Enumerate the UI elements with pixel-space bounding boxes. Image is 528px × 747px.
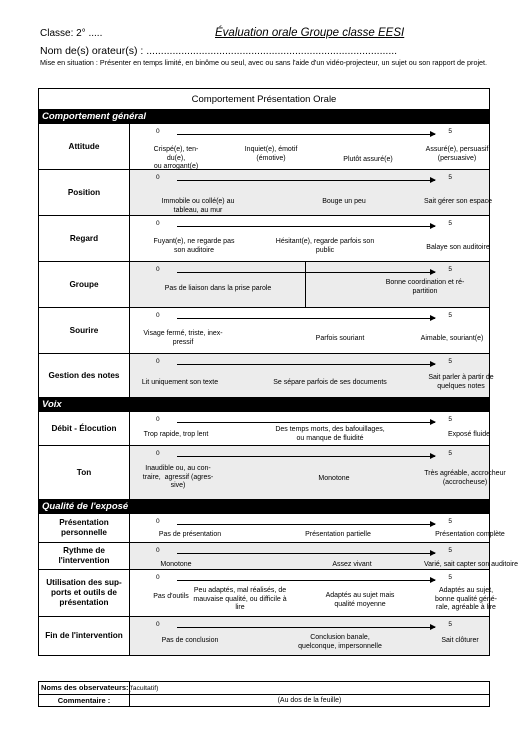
scale-min-label: 0	[156, 266, 160, 273]
criterion-label: Ton	[39, 446, 130, 499]
scale-level-label: Trop rapide, trop lent	[143, 431, 209, 438]
scale-min-label: 0	[156, 358, 160, 365]
scale-level-label: Sait gérer son espace	[423, 198, 493, 205]
scale-level-label: Pas de liaison dans la prise parole	[164, 285, 272, 292]
scale-level-label: Immobile ou collé(e) au tableau, au mur	[161, 198, 235, 214]
scale-level-label: Pas d'outils	[153, 593, 189, 600]
criterion-label: Présentation personnelle	[39, 514, 130, 542]
evaluation-table	[38, 88, 519, 656]
observers-row	[39, 682, 489, 694]
criterion-row	[39, 570, 497, 617]
criterion-label: Gestion des notes	[39, 354, 130, 397]
scale-max-label: 5	[448, 220, 452, 227]
scale-level-label: Crispé(e), ten- du(e), ou arrogant(e)	[153, 146, 199, 171]
scale-min-label: 0	[156, 174, 160, 181]
criterion-label: Sourire	[39, 308, 130, 353]
scale-max-label: 5	[448, 266, 452, 273]
section-header: Comportement général	[39, 110, 489, 124]
criterion-row	[39, 446, 506, 500]
section-header: Qualité de l'exposé	[39, 500, 489, 514]
scale-max-label: 5	[448, 312, 452, 319]
scale-min-label: 0	[156, 450, 160, 457]
orateurs-name-field[interactable]: Nom de(s) orateur(s) : ......................................................................................	[40, 45, 398, 57]
criterion-label: Utilisation des sup- ports et outils de présentation	[39, 570, 130, 616]
scale-arrow-icon	[177, 272, 435, 273]
criterion-label: Position	[39, 170, 130, 215]
criterion-label: Attitude	[39, 124, 130, 169]
criterion-label: Rythme de l'intervention	[39, 543, 130, 569]
scale-level-label: Adaptés au sujet, bonne qualité géné- rale, agréable à lire	[435, 587, 497, 612]
scale-min-label: 0	[156, 547, 160, 554]
scale-level-label: Monotone	[318, 475, 350, 482]
scale-min-label: 0	[156, 128, 160, 135]
scale-arrow-icon	[177, 580, 435, 581]
observers-optional-note: (facultatif)	[128, 685, 159, 692]
criterion-label: Regard	[39, 216, 130, 261]
classe-label: Classe: 2° .....	[40, 28, 103, 39]
rating-scale[interactable]	[130, 412, 489, 445]
scale-min-label: 0	[156, 220, 160, 227]
rating-scale[interactable]	[130, 262, 489, 307]
scale-level-label: Bouge un peu	[322, 198, 366, 205]
scale-arrow-icon	[177, 524, 435, 525]
scale-max-label: 5	[448, 450, 452, 457]
scale-max-label: 5	[448, 547, 452, 554]
observers-label-text: Noms des observateurs:	[41, 683, 129, 692]
scale-level-label: Lit uniquement son texte	[141, 379, 219, 386]
scale-level-label: Assuré(e), persuasif (persuasive)	[425, 146, 489, 162]
scale-level-label: Présentation complète	[435, 531, 505, 538]
scale-min-label: 0	[156, 416, 160, 423]
scale-min-label: 0	[156, 312, 160, 319]
scale-level-label: Se sépare parfois de ses documents	[273, 379, 387, 386]
scale-level-label: Balaye son auditoire	[426, 244, 490, 251]
table-title: Comportement Présentation Orale	[39, 89, 489, 110]
scale-arrow-icon	[177, 422, 435, 423]
scale-level-label: Adaptés au sujet mais qualité moyenne	[325, 592, 395, 608]
rating-scale[interactable]	[130, 617, 489, 655]
scale-max-label: 5	[448, 358, 452, 365]
scale-level-label: Aimable, souriant(e)	[420, 335, 484, 342]
rating-scale[interactable]	[130, 446, 506, 499]
criterion-row	[39, 543, 519, 570]
rating-scale[interactable]	[130, 543, 519, 569]
scale-min-label: 0	[156, 518, 160, 525]
rating-scale[interactable]	[130, 308, 489, 353]
scale-arrow-icon	[177, 364, 435, 365]
criterion-row	[39, 514, 505, 543]
scale-level-label: Exposé fluide	[447, 431, 491, 438]
mise-en-situation-text: Mise en situation : Présenter en temps limité, en binôme ou seul, avec ou sans l'aide d'un vidéo-projecteur, un sujet ou son rapport de projet.	[40, 58, 488, 67]
rating-scale[interactable]	[130, 216, 489, 261]
scale-level-label: Varié, sait capter son auditoire	[423, 561, 519, 568]
observers-label	[39, 682, 159, 694]
observers-input[interactable]	[130, 682, 489, 694]
scale-min-label: 0	[156, 574, 160, 581]
scale-level-label: Inaudible ou, au con- traire, agressif (agres- sive)	[142, 465, 214, 490]
scale-level-label: Visage fermé, triste, inex- pressif	[143, 330, 223, 346]
scale-divider	[305, 262, 306, 307]
criterion-row	[39, 412, 489, 446]
observers-table	[38, 681, 490, 707]
criterion-row	[39, 617, 489, 655]
scale-level-label: Parfois souriant	[315, 335, 365, 342]
scale-level-label: Pas de présentation	[158, 531, 222, 538]
comment-label: Commentaire :	[39, 695, 130, 706]
criterion-label: Débit - Élocution	[39, 412, 130, 445]
criterion-label: Groupe	[39, 262, 130, 307]
criterion-row	[39, 354, 494, 398]
scale-level-label: Sait clôturer	[441, 637, 479, 644]
scale-min-label: 0	[156, 621, 160, 628]
scale-arrow-icon	[177, 553, 435, 554]
scale-level-label: Très agréable, accrocheur (accrocheuse)	[424, 470, 506, 486]
scale-max-label: 5	[448, 621, 452, 628]
criterion-row	[39, 308, 489, 354]
scale-level-label: Monotone	[160, 561, 192, 568]
scale-max-label: 5	[448, 574, 452, 581]
scale-level-label: Inquiet(e), émotif (émotive)	[244, 146, 298, 162]
criterion-row	[39, 216, 489, 262]
comment-value[interactable]: (Au dos de la feuille)	[277, 697, 342, 704]
rating-scale[interactable]	[130, 514, 505, 542]
scale-level-label: Plutôt assuré(e)	[343, 156, 393, 163]
rating-scale[interactable]	[130, 570, 497, 616]
page-title: Évaluation orale Groupe classe EESI	[215, 27, 405, 39]
section-header: Voix	[39, 398, 489, 412]
scale-arrow-icon	[177, 134, 435, 135]
rating-scale[interactable]	[130, 170, 493, 215]
scale-max-label: 5	[448, 174, 452, 181]
criterion-row	[39, 170, 493, 216]
scale-level-label: Bonne coordination et ré- partition	[385, 279, 465, 295]
scale-max-label: 5	[448, 416, 452, 423]
criterion-row	[39, 262, 489, 308]
scale-level-label: Des temps morts, des bafouillages, ou manque de fluidité	[275, 426, 385, 442]
scale-level-label: Assez vivant	[332, 561, 372, 568]
scale-max-label: 5	[448, 518, 452, 525]
scale-level-label: Conclusion banale, quelconque, impersonnelle	[298, 634, 382, 650]
scale-level-label: Peu adaptés, mal réalisés, de mauvaise qualité, ou difficile à lire	[193, 587, 287, 612]
scale-arrow-icon	[177, 627, 435, 628]
scale-level-label: Fuyant(e), ne regarde pas son auditoire	[153, 238, 235, 254]
rating-scale[interactable]	[130, 124, 489, 169]
scale-arrow-icon	[177, 456, 435, 457]
comment-row	[39, 694, 489, 706]
scale-max-label: 5	[448, 128, 452, 135]
criterion-label: Fin de l'intervention	[39, 617, 130, 655]
scale-level-label: Sait parler à partir de quelques notes	[428, 374, 494, 390]
rating-scale[interactable]	[130, 354, 494, 397]
scale-level-label: Hésitant(e), regarde parfois son public	[275, 238, 375, 254]
scale-arrow-icon	[177, 226, 435, 227]
scale-arrow-icon	[177, 180, 435, 181]
scale-arrow-icon	[177, 318, 435, 319]
scale-level-label: Présentation partielle	[305, 531, 371, 538]
criterion-row	[39, 124, 489, 170]
scale-level-label: Pas de conclusion	[161, 637, 219, 644]
